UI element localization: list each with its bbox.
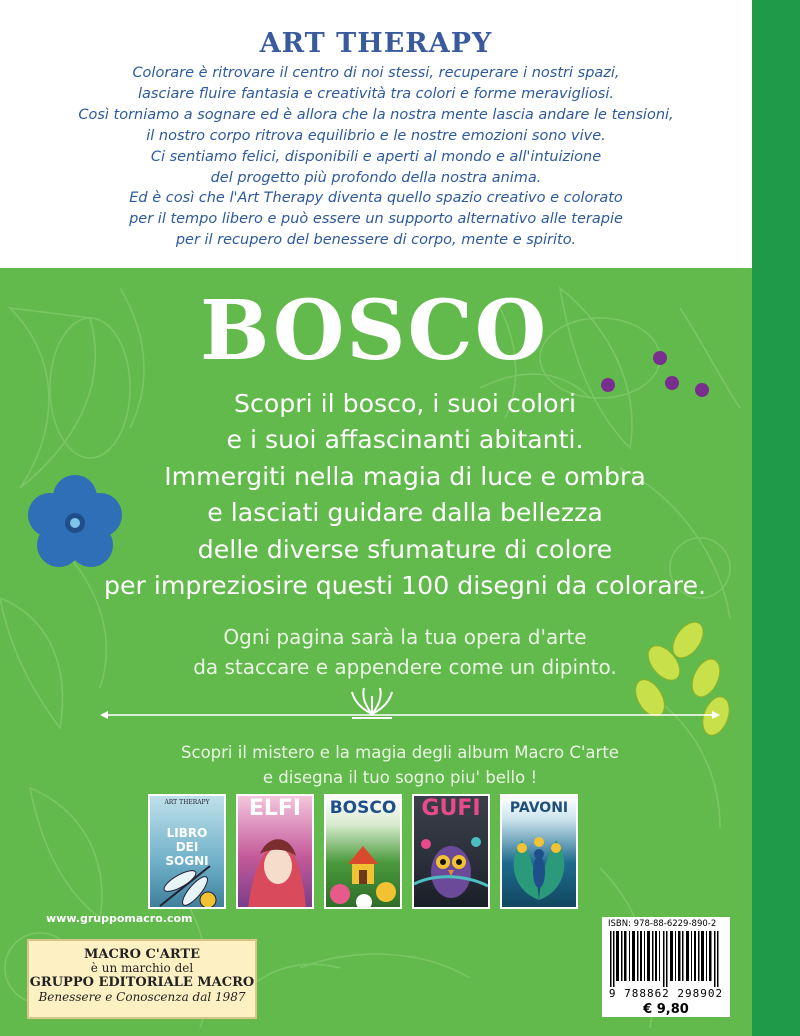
bosco-description — [90, 386, 720, 604]
series-books-row — [148, 794, 618, 912]
book-cover-bosco — [324, 794, 402, 909]
publisher-brand: MACRO C'ARTE — [83, 947, 201, 962]
publisher-motto: Benessere e Conoscenza dal 1987 — [38, 990, 246, 1004]
dragonfly-illustration — [150, 856, 224, 909]
series-promo — [70, 740, 730, 790]
book-kicker: ART THERAPY — [164, 799, 210, 806]
publisher-tagline: è un marchio del — [90, 961, 194, 975]
intro-line: Ci sentiamo felici, disponibili e aperti al mondo e all'intuizione — [150, 148, 602, 165]
description-line: delle diverse sfumature di colore — [197, 534, 613, 564]
book-title: PAVONI — [509, 800, 569, 816]
intro-line: il nostro corpo ritrova equilibrio e le nostre emozioni sono vive. — [146, 127, 606, 144]
intro-line: Colorare è ritrovare il centro di noi stessi, recuperare i nostri spazi, — [132, 65, 620, 81]
description-line: e i suoi affascinanti abitanti. — [226, 425, 584, 455]
intro-line: lasciare fluire fantasia e creatività tra colori e forme meravigliosi. — [138, 85, 614, 102]
ornamental-divider — [100, 710, 720, 720]
subtext-line: da staccare e appendere come un dipinto. — [193, 655, 617, 679]
book-title: GUFI — [421, 796, 481, 821]
book-title: LIBRO DEI SOGNI — [165, 826, 209, 868]
ean-number: 9 788862 298902 — [608, 987, 724, 1000]
description-line: e lasciati guidare dalla bellezza — [207, 498, 603, 528]
publisher-website: www.gruppomacro.com — [46, 912, 193, 925]
book-title: ELFI — [248, 796, 302, 821]
bosco-subtext — [80, 622, 730, 682]
barcode-icon — [610, 931, 722, 987]
art-therapy-intro — [40, 63, 712, 251]
publisher-box — [27, 939, 257, 1019]
book-cover-pavoni — [500, 794, 578, 909]
barcode-box — [602, 917, 730, 1017]
art-therapy-panel — [0, 0, 752, 268]
art-therapy-title: ART THERAPY — [259, 28, 493, 59]
price-label: € 9,80 — [643, 1002, 689, 1017]
subtext-line: Ogni pagina sarà la tua opera d'arte — [223, 625, 587, 649]
mushroom-house-illustration — [326, 824, 400, 909]
intro-line: per il tempo libero e può essere un supporto alternativo alle terapie — [129, 211, 623, 228]
book-cover-libro-dei-sogni — [148, 794, 226, 909]
promo-line: e disegna il tuo sogno piu' bello ! — [262, 768, 538, 787]
description-line: per impreziosire questi 100 disegni da colorare. — [103, 571, 706, 601]
owl-illustration — [414, 824, 488, 909]
description-line: Immergiti nella magia di luce e ombra — [164, 461, 646, 491]
book-title: BOSCO — [329, 798, 397, 818]
intro-line: del progetto più profondo della nostra anima. — [210, 169, 542, 186]
publisher-group: GRUPPO EDITORIALE MACRO — [29, 975, 255, 990]
intro-line: per il recupero del benessere di corpo, mente e spirito. — [175, 232, 577, 249]
book-cover-elfi — [236, 794, 314, 909]
book-cover-gufi — [412, 794, 490, 909]
intro-line: Così torniamo a sognare ed è allora che la nostra mente lascia andare le tensioni, — [78, 106, 674, 123]
book-spine-edge — [752, 0, 800, 1036]
elf-illustration — [238, 824, 312, 909]
promo-line: Scopri il mistero e la magia degli album Macro C'arte — [181, 743, 619, 762]
intro-line: Ed è così che l'Art Therapy diventa quello spazio creativo e colorato — [129, 190, 623, 207]
bosco-title: BOSCO — [200, 283, 549, 379]
peacock-illustration — [502, 820, 576, 905]
isbn-label: ISBN: 978-88-6229-890-2 — [608, 919, 717, 929]
description-line: Scopri il bosco, i suoi colori — [234, 389, 576, 418]
